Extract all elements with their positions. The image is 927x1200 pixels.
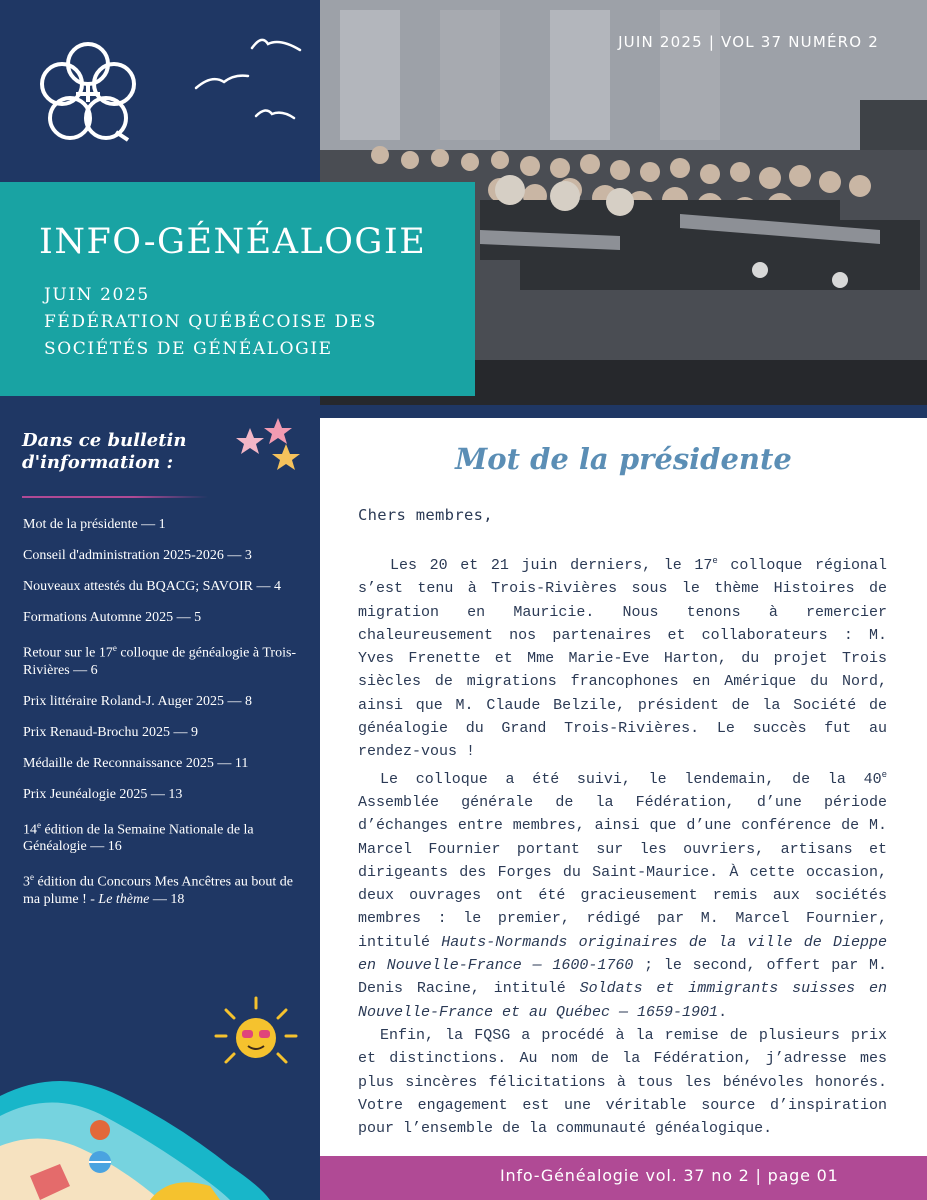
toc-item[interactable]: 3e édition du Concours Mes Ancêtres au bout de ma plume ! - Le thème — 18 xyxy=(23,872,293,907)
toc-item[interactable]: Prix Renaud-Brochu 2025 — 9 xyxy=(23,724,198,740)
paragraph-1: Les 20 et 21 juin derniers, le 17e colloque régional s’est tenu à Trois-Rivières sous le thème Histoires de migration en Mauricie. Nous tenons à remercier chaleureusement nos partenaires et collaborateurs : M. Yves Frenette et Mme Marie-Eve Harton, du projet Trois siècles de migrations francophones en Amérique du Nord, ainsi que M. Claude Belzile, président de la Société de généalogie du Grand Trois-Rivières. Le succès fut au rendez-vous ! xyxy=(358,556,887,761)
page-footer xyxy=(320,1156,927,1200)
newsletter-title: INFO-GÉNÉALOGIE xyxy=(39,222,427,262)
toc-heading xyxy=(22,430,222,474)
toc-item[interactable]: Prix littéraire Roland-J. Auger 2025 — 8 xyxy=(23,693,253,709)
subtitle-date: JUIN 2025 xyxy=(44,285,150,305)
toc-item[interactable]: Mot de la présidente — 1 xyxy=(23,517,166,532)
greeting: Chers membres, xyxy=(358,506,493,524)
crab xyxy=(90,1120,110,1140)
starfish-icon xyxy=(232,416,308,478)
article-title: Mot de la présidente xyxy=(455,442,792,476)
issue-line: JUIN 2025 | VOL 37 NUMÉRO 2 xyxy=(618,33,879,51)
toc-item[interactable]: Retour sur le 17e colloque de généalogie à Trois-Rivières — 6 xyxy=(23,643,297,678)
toc-heading-line1: Dans ce bulletin xyxy=(22,430,187,451)
toc-item[interactable]: Nouveaux attestés du BQACG; SAVOIR — 4 xyxy=(23,579,281,594)
toc-item[interactable]: Médaille de Reconnaissance 2025 — 11 xyxy=(23,755,249,771)
toc-item[interactable]: Formations Automne 2025 — 5 xyxy=(23,610,202,625)
divider-strip xyxy=(320,405,927,418)
toc-heading-line2: d'information : xyxy=(22,452,174,473)
footer-text: Info-Généalogie vol. 37 no 2 | page 01 xyxy=(500,1166,839,1185)
subtitle-org-line1: FÉDÉRATION QUÉBÉCOISE DES xyxy=(44,312,378,332)
beach-illustration xyxy=(0,1056,320,1200)
toc-list xyxy=(23,516,313,922)
paragraph-2: Le colloque a été suivi, le lendemain, de la 40e Assemblée générale de la Fédération, d’une période d’échanges entre membres, ainsi que d’une conférence de M. Marcel Fournier portant sur les ouvriers, artisans et dirigeants des Forges du Saint-Maurice. À cette occasion, deux ouvrages ont été gracieusement remis aux sociétés membres : le premier, rédigé par M. Marcel Fournier, intitulé Hauts-Normands originaires de la ville de Dieppe en Nouvelle-France — 1600-1760 ; le second, offert par M. Denis Racine, intitulé Soldats et immigrants suisses en Nouvelle-France et au Québec — 1659-1901. xyxy=(358,769,888,1021)
paragraph-3: Enfin, la FQSG a procédé à la remise de plusieurs prix et distinctions. Au nom de la Fédération, j’adresse mes plus sincères félicitations à tous les bénévoles honorés. Votre engagement est une véritable source d’inspiration pour l’ensemble de la communauté généalogique. xyxy=(358,1026,887,1138)
masthead-logo-area xyxy=(0,0,320,182)
sidebar-toc xyxy=(0,396,320,1200)
toc-item[interactable]: Prix Jeunéalogie 2025 — 13 xyxy=(23,786,183,802)
article-body xyxy=(358,550,887,1140)
title-block xyxy=(0,182,475,396)
fqsg-logo-icon xyxy=(36,40,140,144)
toc-divider xyxy=(22,496,208,498)
subtitle-org-line2: SOCIÉTÉS DE GÉNÉALOGIE xyxy=(44,339,333,359)
toc-item[interactable]: 14e édition de la Semaine Nationale de la Généalogie — 16 xyxy=(23,819,254,855)
birds-icon xyxy=(190,20,310,120)
toc-item[interactable]: Conseil d'administration 2025-2026 — 3 xyxy=(23,548,252,563)
subtitle xyxy=(44,282,377,363)
